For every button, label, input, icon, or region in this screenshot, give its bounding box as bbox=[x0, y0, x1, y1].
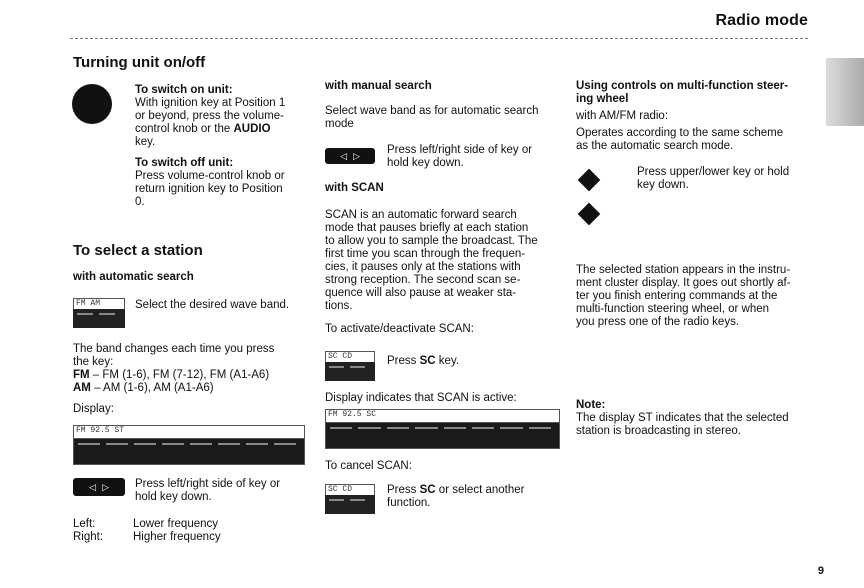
switch-on-line: or beyond, press the volume- bbox=[135, 110, 284, 122]
wave-band-lcd: FM AM bbox=[73, 298, 125, 311]
cancel-line: function. bbox=[387, 497, 431, 509]
radio-unit-thumbnail bbox=[826, 58, 864, 126]
audio-key-label: AUDIO bbox=[233, 123, 271, 135]
key-segment bbox=[77, 313, 93, 315]
auto-search-title: with automatic search bbox=[73, 271, 194, 283]
seek-key bbox=[73, 478, 125, 496]
volume-knob-icon bbox=[72, 84, 112, 124]
header-rule bbox=[70, 38, 808, 39]
key-segment bbox=[134, 443, 156, 445]
key-segment bbox=[106, 443, 128, 445]
station-line: you press one of the radio keys. bbox=[576, 316, 740, 328]
key-segment bbox=[358, 427, 380, 429]
mfsw-radio: with AM/FM radio: bbox=[576, 110, 669, 122]
left-row: Left: Lower frequency bbox=[73, 518, 219, 530]
switch-off-line: Press volume-control knob or bbox=[135, 170, 285, 182]
press-sc-line: Press SC key. bbox=[387, 355, 460, 367]
display-label: Display: bbox=[73, 403, 114, 415]
band-line: The band changes each time you press bbox=[73, 343, 275, 355]
key-segment bbox=[472, 427, 494, 429]
mfsw-line: Operates according to the same scheme bbox=[576, 127, 784, 139]
turning-title: Turning unit on/off bbox=[73, 54, 206, 71]
lr-line: Press left/right side of key or bbox=[135, 478, 281, 490]
sc-key-cancel bbox=[325, 484, 375, 514]
mfsw-title: Using controls on multi-function steer- bbox=[576, 80, 789, 92]
switch-on-title: To switch on unit: bbox=[135, 84, 233, 96]
key-segment bbox=[529, 427, 551, 429]
key-segment bbox=[162, 443, 184, 445]
sc-lcd: SC CD bbox=[325, 484, 375, 497]
mfsw-line: as the automatic search mode. bbox=[576, 140, 734, 152]
key-segment bbox=[329, 366, 344, 368]
display-active-label: Display indicates that SCAN is active: bbox=[325, 392, 517, 404]
station-line: multi-function steering wheel, or when bbox=[576, 303, 770, 315]
manual-key-line: hold key down. bbox=[387, 157, 464, 169]
steering-up-key-icon bbox=[578, 169, 601, 192]
station-line: The selected station appears in the instru- bbox=[576, 264, 791, 276]
scan-line: SCAN is an automatic forward search bbox=[325, 209, 517, 221]
manual-seek-key bbox=[325, 148, 375, 164]
key-segment bbox=[78, 443, 100, 445]
mfsw-title: ing wheel bbox=[576, 93, 629, 105]
cancel-label: To cancel SCAN: bbox=[325, 460, 412, 472]
right-arrow-icon: ▷ bbox=[102, 481, 109, 492]
note-line: The display ST indicates that the selected bbox=[576, 412, 789, 424]
page-header-title: Radio mode bbox=[715, 12, 808, 29]
sc-lcd: SC CD bbox=[325, 351, 375, 364]
key-segment bbox=[330, 427, 352, 429]
wave-band-text: Select the desired wave band. bbox=[135, 299, 290, 311]
display-lcd: FM 92.5 ST bbox=[73, 425, 305, 439]
steering-down-key-icon bbox=[578, 203, 601, 226]
right-arrow-icon: ▷ bbox=[353, 150, 360, 161]
key-segment bbox=[99, 313, 115, 315]
scan-line: tions. bbox=[325, 300, 353, 312]
scan-line: to allow you to sample the broadcast. The bbox=[325, 235, 538, 247]
lr-line: hold key down. bbox=[135, 491, 212, 503]
band-fm-line: FM – FM (1-6), FM (7-12), FM (A1-A6) bbox=[73, 369, 270, 381]
note-title: Note: bbox=[576, 399, 606, 411]
key-segment bbox=[246, 443, 268, 445]
scan-title: with SCAN bbox=[325, 182, 384, 194]
cancel-line: Press SC or select another bbox=[387, 484, 525, 496]
key-segment bbox=[218, 443, 240, 445]
band-am-line: AM – AM (1-6), AM (A1-A6) bbox=[73, 382, 214, 394]
switch-off-title: To switch off unit: bbox=[135, 157, 234, 169]
manual-line: Select wave band as for automatic search bbox=[325, 105, 539, 117]
scan-line: mode that pauses briefly at each station bbox=[325, 222, 529, 234]
key-segment bbox=[444, 427, 466, 429]
activate-label: To activate/deactivate SCAN: bbox=[325, 323, 474, 335]
right-row: Right: Higher frequency bbox=[73, 531, 221, 543]
switch-on-line: control knob or the AUDIO bbox=[135, 123, 271, 135]
manual-line: mode bbox=[325, 118, 354, 130]
updown-line: key down. bbox=[637, 179, 689, 191]
key-segment bbox=[350, 499, 365, 501]
key-segment bbox=[190, 443, 212, 445]
switch-off-line: 0. bbox=[135, 196, 145, 208]
scan-display-illustration bbox=[325, 409, 560, 449]
key-segment bbox=[500, 427, 522, 429]
key-segment bbox=[350, 366, 365, 368]
station-line: ter you finish entering commands at the bbox=[576, 290, 778, 302]
scan-line: first time you scan through the frequen- bbox=[325, 248, 526, 260]
key-segment bbox=[415, 427, 437, 429]
key-segment bbox=[329, 499, 344, 501]
scan-line: strong reception. The second scan se- bbox=[325, 274, 521, 286]
scan-display-lcd: FM 92.5 SC bbox=[325, 409, 560, 423]
manual-search-title: with manual search bbox=[325, 80, 432, 92]
note-line: station is broadcasting in stereo. bbox=[576, 425, 741, 437]
band-line: the key: bbox=[73, 356, 114, 368]
manual-key-line: Press left/right side of key or bbox=[387, 144, 533, 156]
left-arrow-icon: ◁ bbox=[89, 481, 96, 492]
key-segment bbox=[274, 443, 296, 445]
sc-key bbox=[325, 351, 375, 381]
switch-off-line: return ignition key to Position bbox=[135, 183, 283, 195]
page-number: 9 bbox=[817, 565, 824, 577]
scan-line: quence will also pause at weaker sta- bbox=[325, 287, 517, 299]
left-arrow-icon: ◁ bbox=[340, 150, 347, 161]
station-line: ment cluster display. It goes out shortly af- bbox=[576, 277, 791, 289]
updown-line: Press upper/lower key or hold bbox=[637, 166, 790, 178]
switch-on-line: key. bbox=[135, 136, 156, 148]
scan-line: cies, it pauses only at the stations with bbox=[325, 261, 521, 273]
switch-on-line: With ignition key at Position 1 bbox=[135, 97, 286, 109]
wave-band-key bbox=[73, 298, 125, 328]
display-illustration bbox=[73, 425, 305, 465]
key-segment bbox=[387, 427, 409, 429]
select-station-title: To select a station bbox=[73, 242, 203, 259]
